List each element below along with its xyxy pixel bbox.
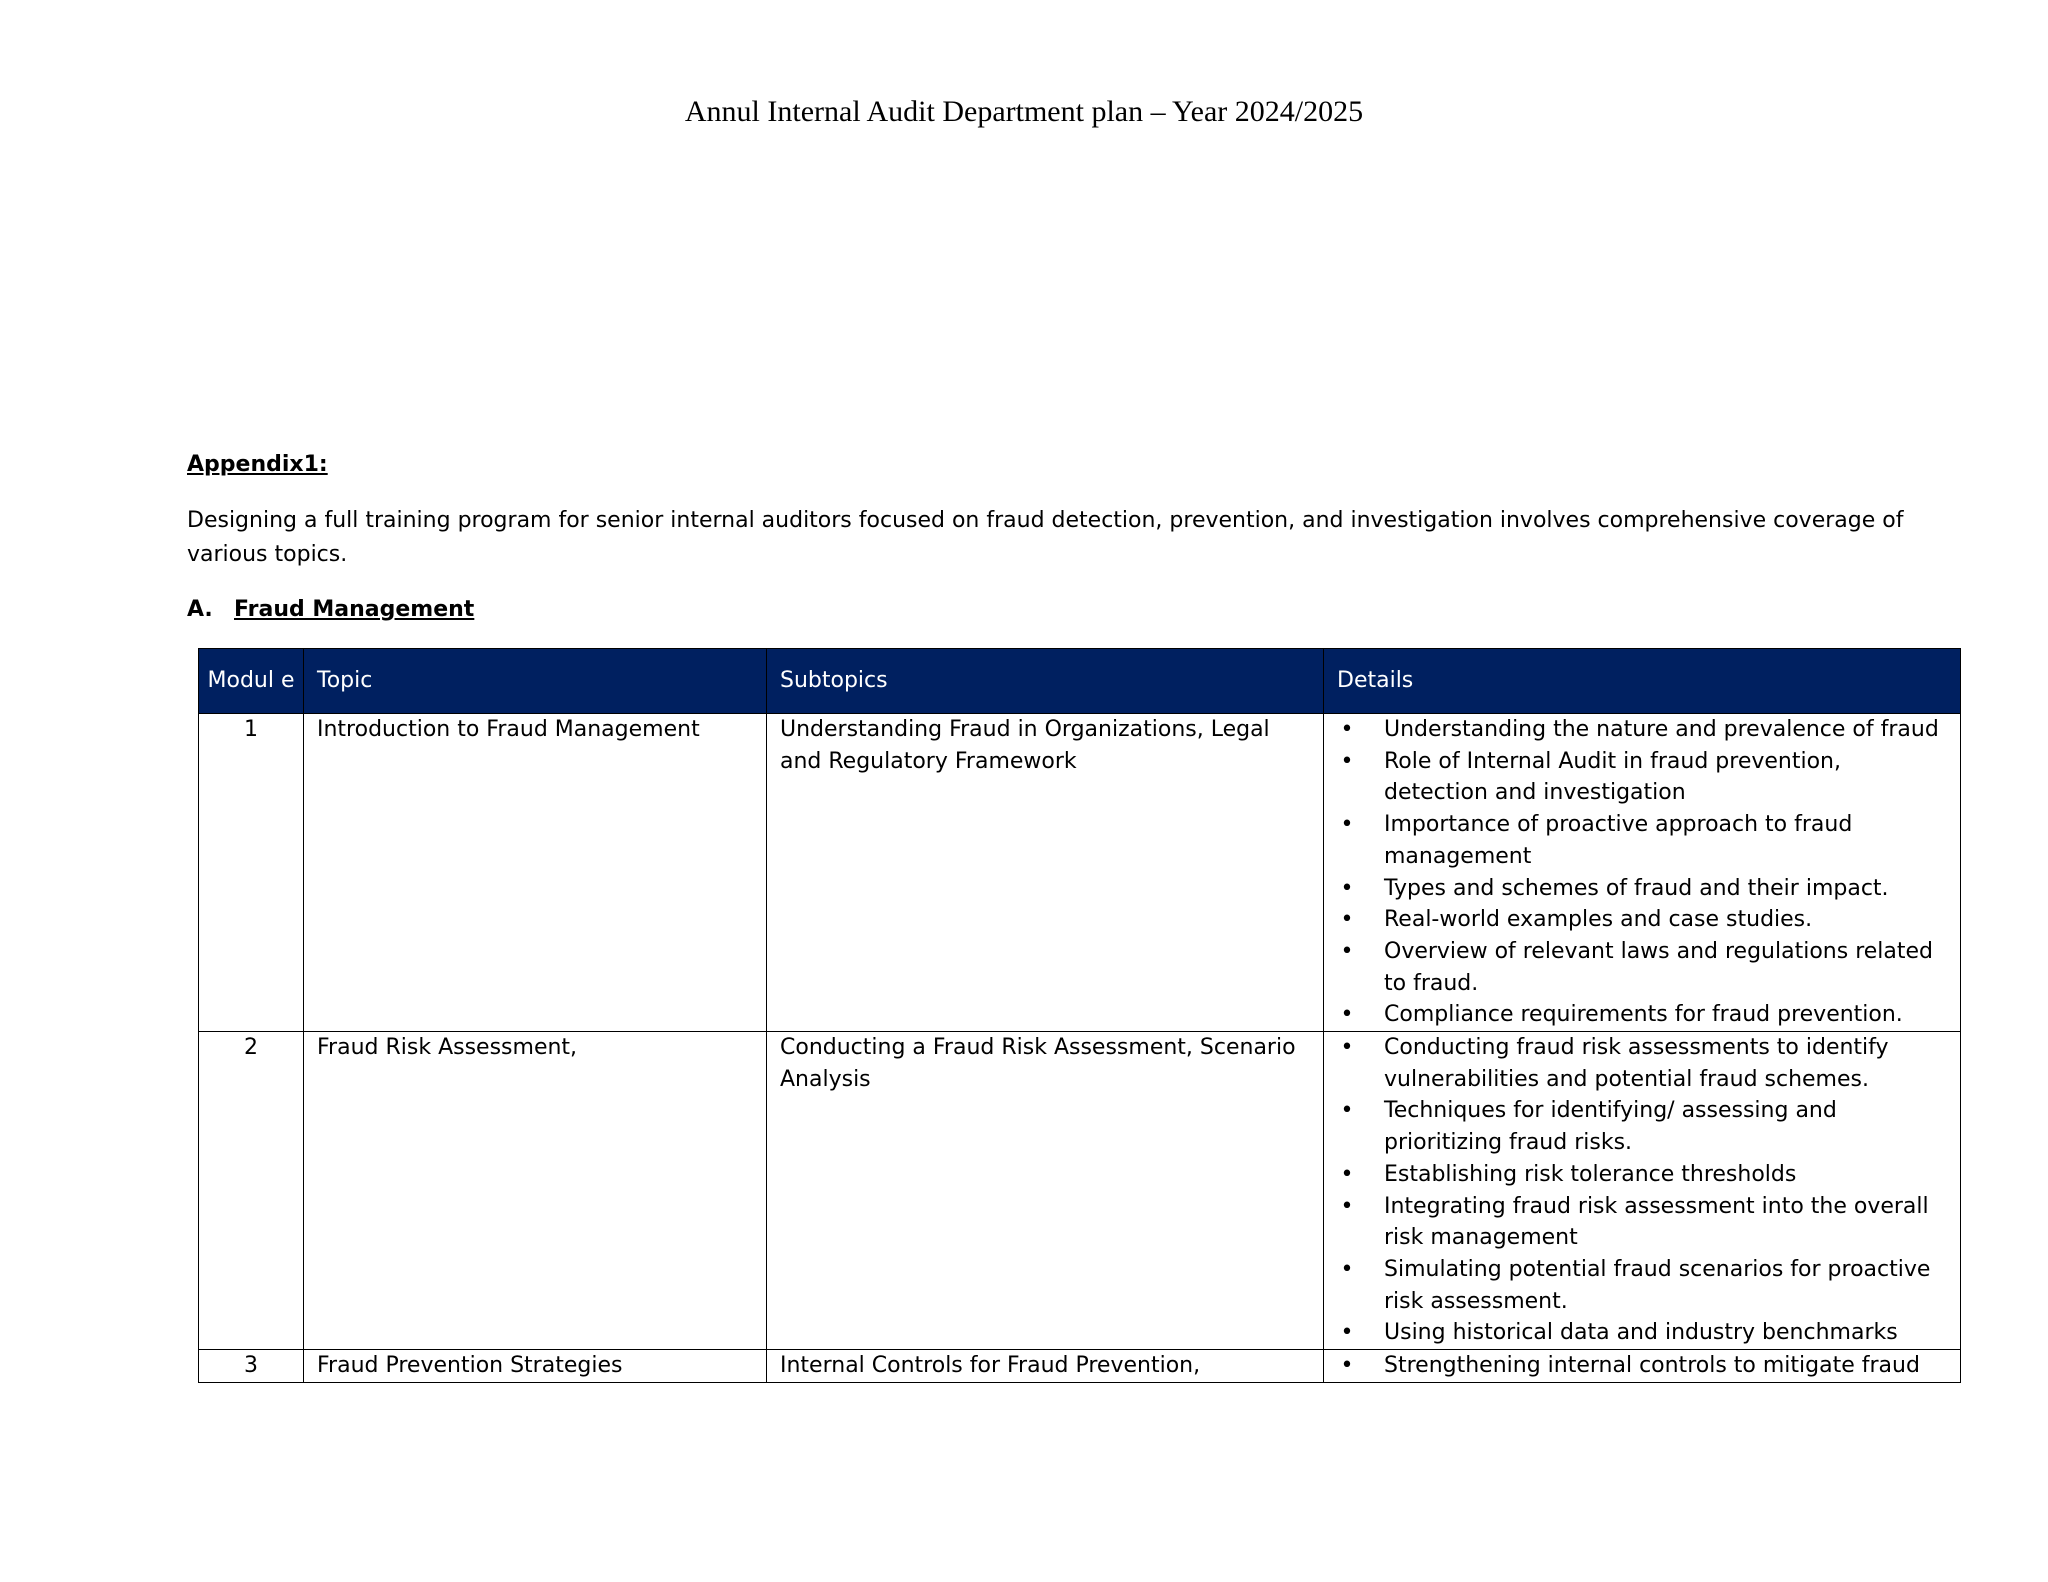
details-cell: [1324, 714, 1961, 1032]
detail-text: Establishing risk tolerance thresholds: [1384, 1161, 1797, 1187]
section-letter: A.: [187, 597, 213, 622]
module-cell: 2: [199, 1032, 304, 1350]
detail-text: Compliance requirements for fraud prevention.: [1384, 1002, 1903, 1028]
bullet-icon: •: [1340, 875, 1354, 901]
bullet-icon: •: [1340, 1353, 1354, 1379]
bullet-icon: •: [1340, 812, 1354, 838]
section-heading: [187, 595, 474, 625]
details-cell: [1324, 1350, 1961, 1383]
module-cell: 1: [199, 714, 304, 1032]
detail-text: Simulating potential fraud scenarios for proactive risk assessment.: [1384, 1256, 1931, 1314]
list-item: [1337, 1191, 1947, 1254]
details-cell: [1324, 1032, 1961, 1350]
subtopics-cell: Understanding Fraud in Organizations, Legal and Regulatory Framework: [767, 714, 1324, 1032]
detail-text: Conducting fraud risk assessments to identify vulnerabilities and potential fraud schemes.: [1384, 1035, 1889, 1092]
bullet-icon: •: [1340, 1002, 1354, 1028]
header-details: Details: [1324, 649, 1961, 714]
list-item: [1337, 1159, 1947, 1191]
list-item: [1337, 746, 1947, 809]
section-title: Fraud Management: [234, 597, 475, 622]
list-item: [1337, 904, 1947, 936]
detail-text: Real-world examples and case studies.: [1384, 907, 1813, 933]
list-item: [1337, 873, 1947, 905]
details-list: [1337, 1350, 1947, 1382]
table-row: [199, 714, 1961, 1032]
bullet-icon: •: [1340, 1161, 1354, 1187]
list-item: [1337, 999, 1947, 1031]
subtopics-cell: Internal Controls for Fraud Prevention,: [767, 1350, 1324, 1383]
subtopics-cell: Conducting a Fraud Risk Assessment, Scenario Analysis: [767, 1032, 1324, 1350]
detail-text: Strengthening internal controls to mitigate fraud: [1384, 1353, 1920, 1379]
bullet-icon: •: [1340, 1256, 1354, 1282]
detail-text: Understanding the nature and prevalence of fraud: [1384, 717, 1939, 742]
intro-paragraph: Designing a full training program for senior internal auditors focused on fraud detection, prevention, and investigation involves comprehensive coverage of various topics.: [187, 508, 1904, 567]
header-topic: Topic: [304, 649, 767, 714]
list-item: [1337, 1032, 1947, 1095]
list-item: [1337, 1095, 1947, 1158]
bullet-icon: •: [1340, 748, 1354, 774]
detail-text: Using historical data and industry benchmarks: [1384, 1320, 1898, 1346]
header-module: Modul e: [199, 649, 304, 714]
detail-text: Integrating fraud risk assessment into the overall risk management: [1384, 1193, 1929, 1251]
detail-text: Importance of proactive approach to fraud management: [1384, 812, 1853, 869]
header-subtopics: Subtopics: [767, 649, 1324, 714]
bullet-icon: •: [1340, 1035, 1354, 1061]
table-header-row: [199, 649, 1961, 714]
details-list: [1337, 1032, 1947, 1349]
module-cell: 3: [199, 1350, 304, 1383]
list-item: [1337, 1317, 1947, 1349]
bullet-icon: •: [1340, 1320, 1354, 1346]
page-header: Annul Internal Audit Department plan – Year 2024/2025: [684, 95, 1364, 128]
list-item: [1337, 714, 1947, 746]
bullet-icon: •: [1340, 717, 1354, 742]
bullet-icon: •: [1340, 938, 1354, 964]
appendix-title: Appendix1:: [187, 452, 328, 477]
list-item: [1337, 1350, 1947, 1382]
table-row: [199, 1350, 1961, 1383]
bullet-icon: •: [1340, 1098, 1354, 1124]
detail-text: Overview of relevant laws and regulations related to fraud.: [1384, 938, 1934, 996]
list-item: [1337, 936, 1947, 999]
detail-text: Role of Internal Audit in fraud prevention, detection and investigation: [1384, 748, 1841, 806]
topic-cell: Fraud Risk Assessment,: [304, 1032, 767, 1350]
list-item: [1337, 809, 1947, 872]
detail-text: Types and schemes of fraud and their impact.: [1384, 875, 1889, 901]
list-item: [1337, 1254, 1947, 1317]
topic-cell: Introduction to Fraud Management: [304, 714, 767, 1032]
training-table: [198, 648, 1961, 1383]
bullet-icon: •: [1340, 907, 1354, 933]
table-row: [199, 1032, 1961, 1350]
detail-text: Techniques for identifying/ assessing and prioritizing fraud risks.: [1384, 1098, 1837, 1156]
topic-cell: Fraud Prevention Strategies: [304, 1350, 767, 1383]
bullet-icon: •: [1340, 1193, 1354, 1219]
details-list: [1337, 714, 1947, 1031]
